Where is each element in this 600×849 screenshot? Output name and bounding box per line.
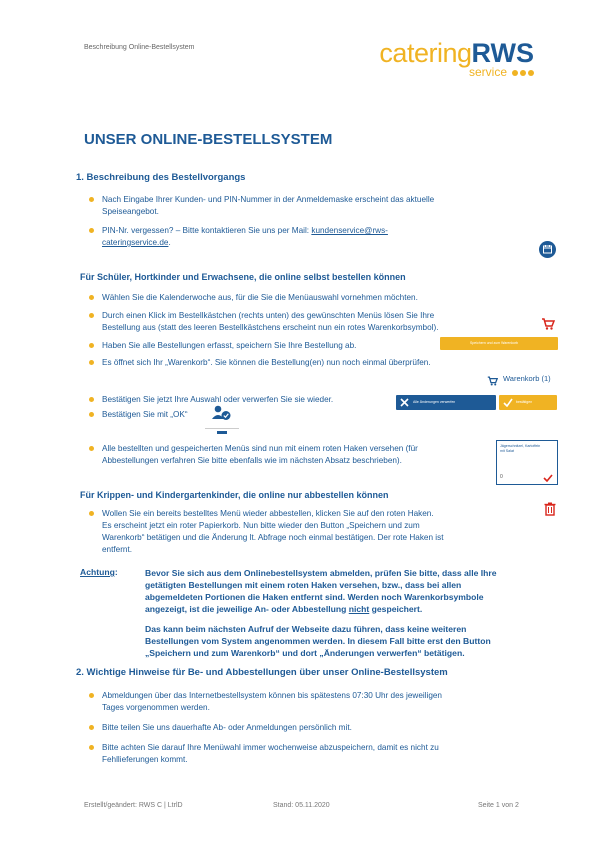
- subsection-heading-kids: Für Krippen- und Kindergartenkinder, die online nur abbestellen können: [80, 490, 389, 500]
- list-item: Es öffnet sich Ihr „Warenkorb“. Sie können die Bestellung(en) nun noch einmal überprüfen.: [102, 357, 522, 369]
- calendar-icon: [539, 241, 556, 258]
- list-item: Wollen Sie ein bereits bestelltes Menü wieder abbestellen, klicken Sie auf den roten Haken. Es erscheint jetzt ein roter Papierkorb. Nun bitte wieder den Button „Speichern und zum Warenkorb“ betätigen und die Änderung lt. Abfrage noch einmal bestätigen. Der rote Haken ist entfernt.: [102, 508, 522, 556]
- footer-author: Erstellt/geändert: RWS C | LtrlD: [84, 802, 183, 809]
- list-item: Wählen Sie die Kalenderwoche aus, für die Sie die Menüauswahl vornehmen möchten.: [102, 292, 522, 304]
- menu-card[interactable]: Jägerschnitzel, Kartoffeln mit Salat 0: [496, 440, 558, 485]
- support-email-link-cont[interactable]: cateringservice.de: [102, 238, 169, 247]
- company-logo: cateringRWS service: [379, 38, 534, 79]
- save-to-cart-button[interactable]: Speichern und zum Warenkorb: [440, 337, 558, 350]
- list-item: Nach Eingabe Ihrer Kunden- und PIN-Nummer in der Anmeldemaske erscheint das aktuelle Speiseangebot.: [102, 194, 522, 218]
- ok-dialog-thumbnail: [205, 427, 239, 434]
- info-icon: 0: [500, 474, 503, 480]
- discard-changes-button[interactable]: Alle Änderungen verwerfen: [396, 395, 496, 410]
- footer-date: Stand: 05.11.2020: [273, 802, 330, 809]
- footer-page-number: Seite 1 von 2: [478, 802, 519, 809]
- page-title: UNSER ONLINE-BESTELLSYSTEM: [84, 131, 333, 148]
- attention-label: Achtung:: [80, 567, 118, 577]
- cart-link[interactable]: Warenkorb (1): [503, 374, 551, 383]
- cart-icon: [487, 373, 498, 391]
- attention-paragraph-1: Bevor Sie sich aus dem Onlinebestellsystem abmelden, prüfen Sie bitte, dass alle Ihre getätigten Bestellungen mit einem roten Haken versehen, bzw., dass bei allen abgemeldeten Portionen die Haken entfernt sind. Werden noch Warenkorbsymbole angezeigt, ist die jeweilige An- oder Abbestellung nicht gespeichert.: [145, 568, 497, 614]
- list-item: Bestätigen Sie mit „OK“: [102, 409, 222, 421]
- document-title: Beschreibung Online-Bestellsystem: [84, 44, 195, 51]
- user-check-icon: [211, 405, 233, 426]
- section-heading-1: 1. Beschreibung des Bestellvorgangs: [76, 172, 246, 183]
- trash-icon: [544, 502, 556, 521]
- list-item: Bestätigen Sie jetzt Ihre Auswahl oder verwerfen Sie sie wieder.: [102, 394, 402, 406]
- cart-icon: [541, 317, 555, 335]
- list-item: PIN-Nr. vergessen? – Bitte kontaktieren Sie uns per Mail: kundenservice@rws- cateringservice.de.: [102, 225, 522, 249]
- list-item: Bitte achten Sie darauf Ihre Menüwahl immer wochenweise abzuspeichern, damit es nicht zu Fehllieferungen kommt.: [102, 742, 522, 766]
- subsection-heading-students: Für Schüler, Hortkinder und Erwachsene, die online selbst bestellen können: [80, 272, 406, 282]
- list-item: Durch einen Klick im Bestellkästchen (rechts unten) des gewünschten Menüs lösen Sie Ihre Bestellung aus (statt des leeren Bestellkästchens erscheint nun ein rotes Warenkorbsymbol).: [102, 310, 522, 334]
- list-item: Abmeldungen über das Internetbestellsystem können bis spätestens 07:30 Uhr des jeweiligen Tages vorgenommen werden.: [102, 690, 522, 714]
- section-heading-2: 2. Wichtige Hinweise für Be- und Abbestellungen über unser Online-Bestellsystem: [76, 667, 448, 678]
- support-email-link[interactable]: kundenservice@rws-: [311, 226, 388, 235]
- check-icon[interactable]: [543, 474, 553, 482]
- attention-paragraph-2: Das kann beim nächsten Aufruf der Webseite dazu führen, dass keine weiteren Bestellungen vom System angenommen werden. In diesem Fall bitte erst den Button „Speichern und zum Warenkorb“ und dort „Änderungen verwerfen“ betätigen.: [145, 624, 491, 658]
- list-item: Alle bestellten und gespeicherten Menüs sind nun mit einem roten Haken versehen (für Abbestellungen verfahren Sie bitte ebenfalls wie im nächsten Absatz beschrieben).: [102, 443, 492, 467]
- list-item: Bitte teilen Sie uns dauerhafte Ab- oder Anmeldungen persönlich mit.: [102, 722, 522, 734]
- confirm-button[interactable]: bestätigen: [499, 395, 557, 410]
- list-item: Haben Sie alle Bestellungen erfasst, speichern Sie Ihre Bestellung ab.: [102, 340, 432, 352]
